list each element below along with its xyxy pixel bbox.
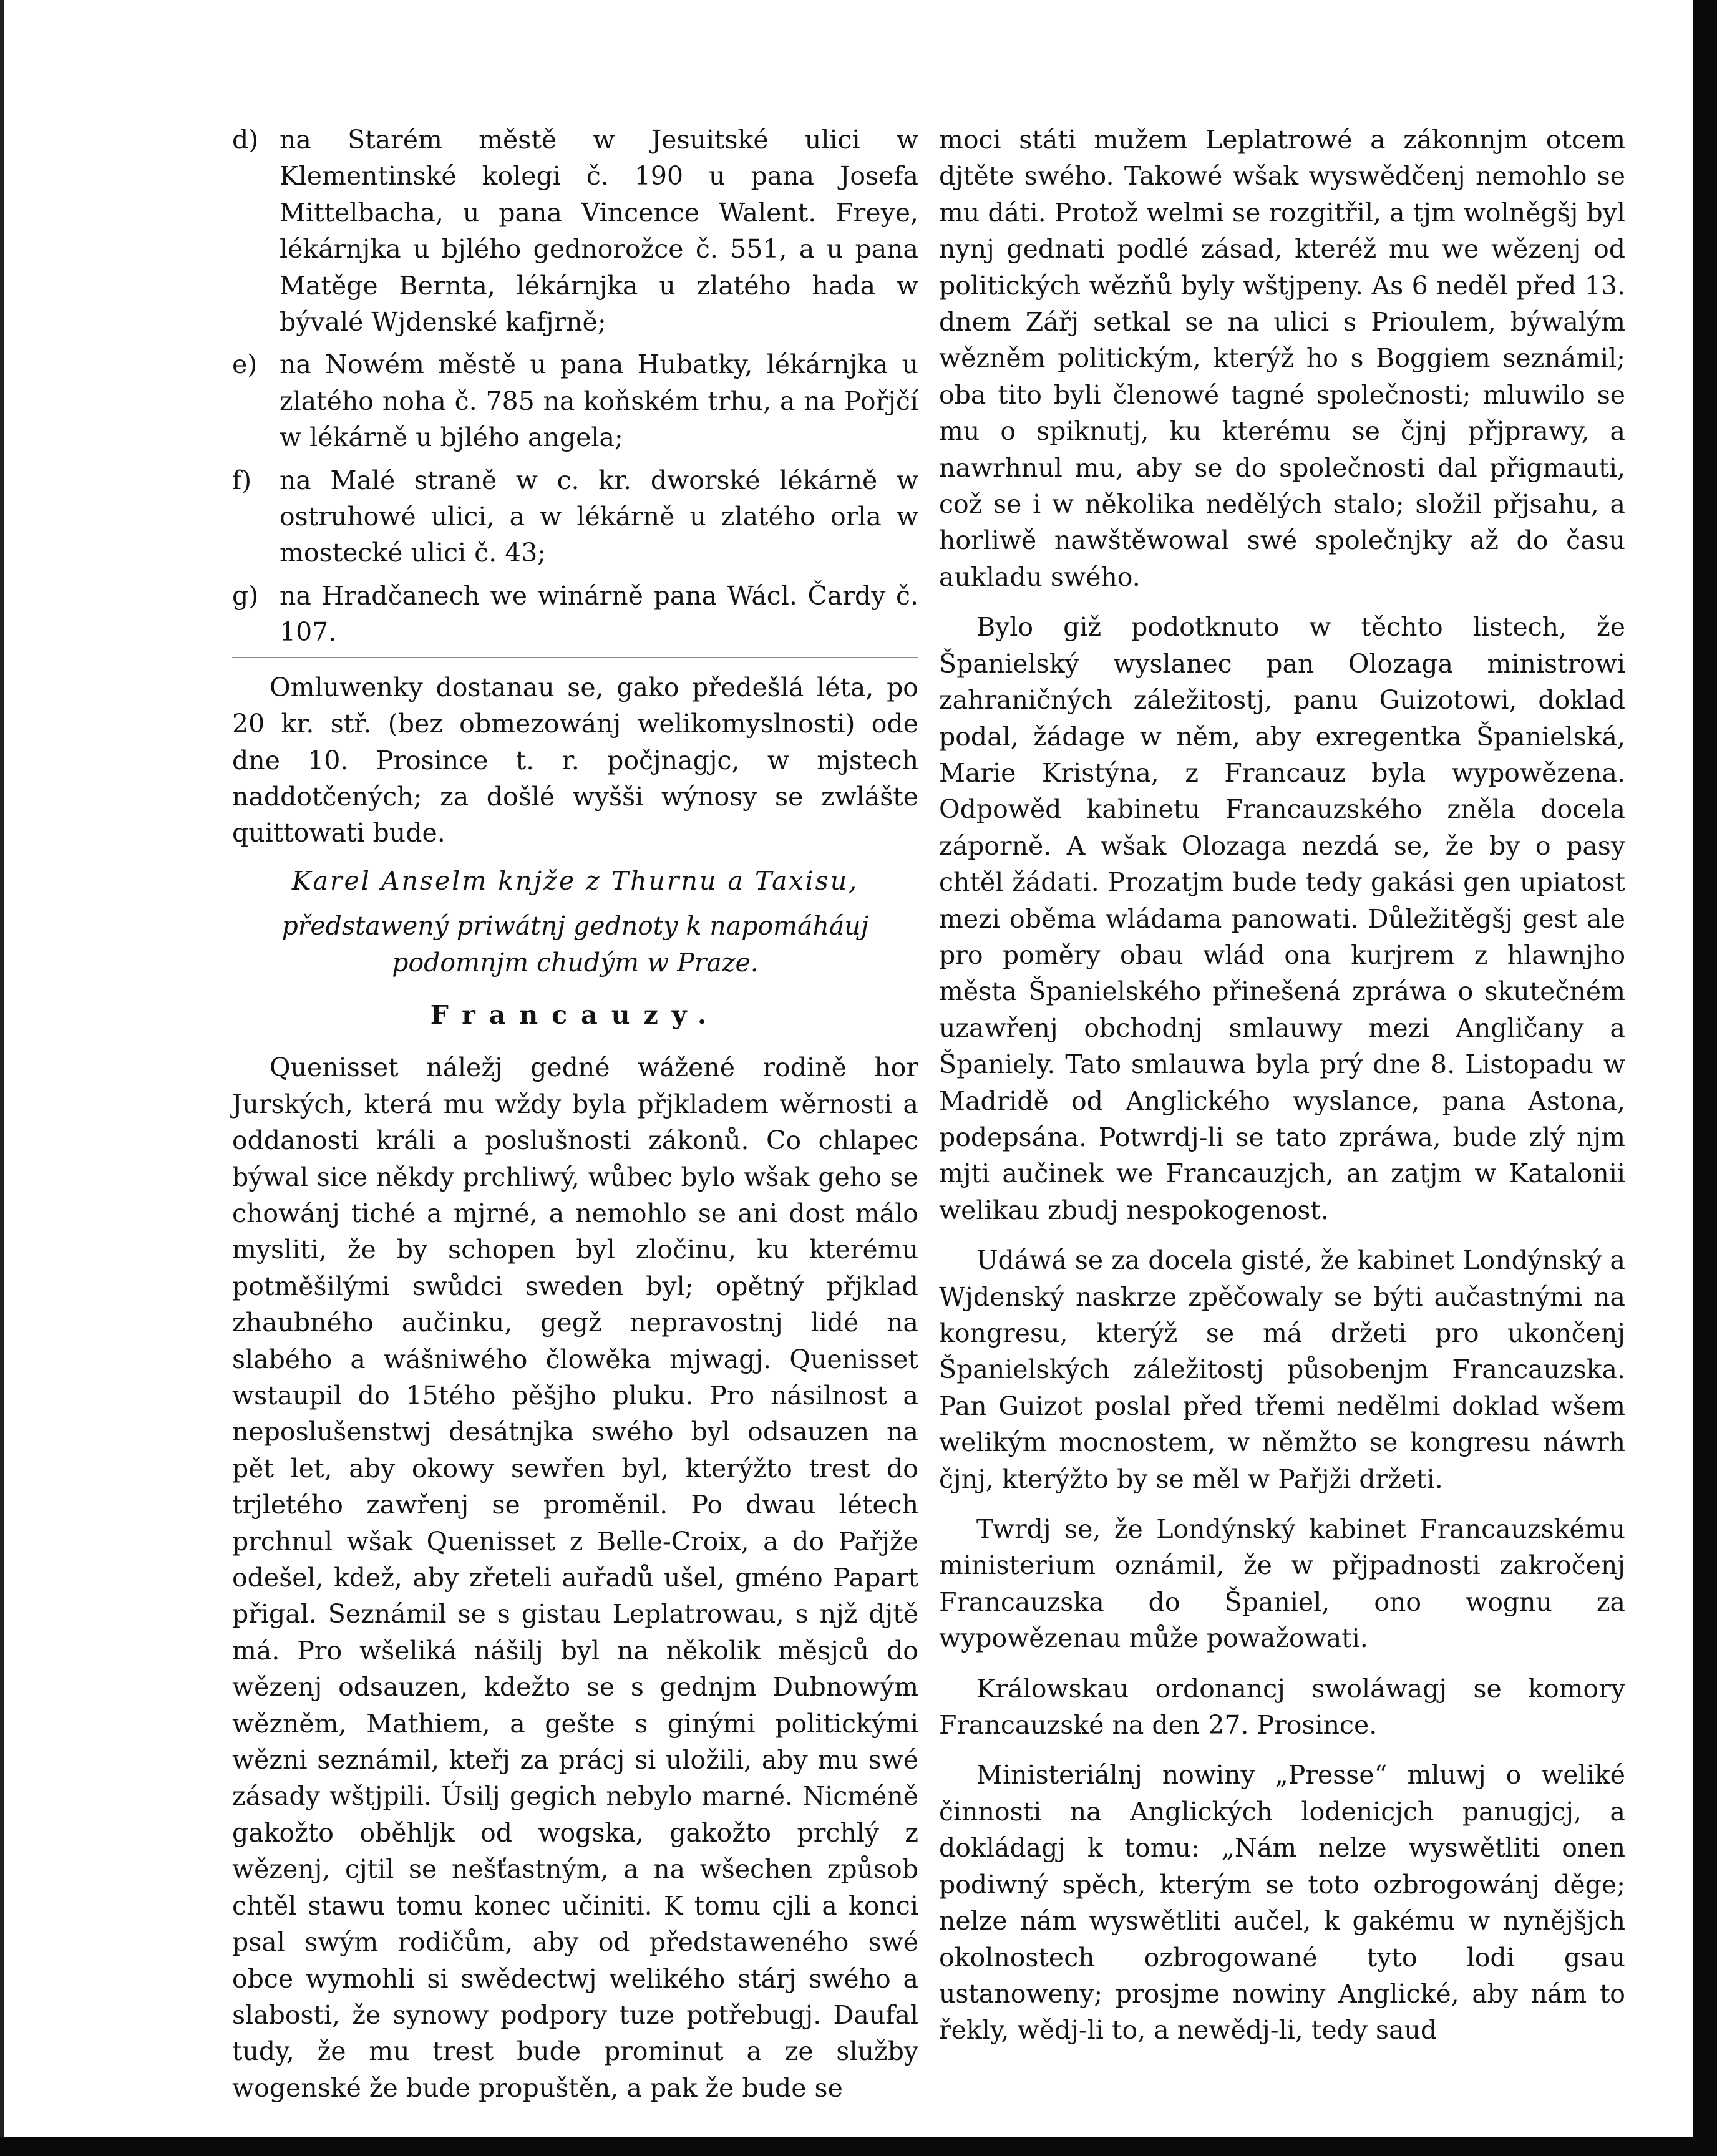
list-item-f (232, 462, 918, 571)
scan-border-left (0, 0, 4, 2156)
list-text: na Hradčanech we winárně pana Wácl. Čardy č. 107. (280, 580, 918, 648)
signature-title: předstawený priwátnj gednoty k napomáháuj podomnjm chudým w Praze. (281, 911, 869, 978)
list-text: na Starém městě w Jesuitské ulici w Klementinské kolegi č. 190 u pana Josefa Mittelbacha, u pana Vincence Walent. Freye, lékárnjka u bjlého gednorožce č. 551, a u pana Matěge Bernta, lékárnjka u zlatého hada w bývalé Wjdenské kafjrně; (280, 125, 918, 337)
list-marker: f) (232, 465, 252, 495)
section-heading: Francauzy. (430, 999, 721, 1030)
list-item-d (232, 122, 918, 340)
article-paragraph: Králowskau ordonancj swoláwagj se komory Francauzské na den 27. Prosince. (939, 1673, 1625, 1741)
list-text: na Nowém městě u pana Hubatky, lékárnjka u zlatého noha č. 785 na koňském trhu, a na Pořjčí w lékárně u bjlého angela; (280, 349, 918, 453)
scan-border-right (1693, 0, 1717, 2156)
list-item-g (232, 578, 918, 651)
list-text: na Malé straně w c. kr. dworské lékárně w ostruhowé ulici, a w lékárně u zlatého orla w mostecké ulici č. 43; (280, 465, 918, 568)
article-paragraph: Ministeriálnj nowiny „Presse“ mluwj o weliké činnosti na Anglických lodenicjch panugjcj, a dokládagj k tomu: „Nám nelze wyswětliti onen podiwný spěch, kterým se toto ozbrogowánj děge; nelze nám wyswětliti aučel, k gakému w nynějšjch okolnostech ozbrogowané tyto lodi gsau ustanoweny; prosjme nowiny Anglické, aby nám to řekly, wědj-li to, a newědj-li, tedy saud (939, 1760, 1625, 2046)
article-paragraph: Bylo giž podotknuto w těchto listech, že Španielský wyslanec pan Olozaga ministrowi zahraničných záležitostj, panu Guizotowi, doklad podal, žádage w něm, aby exregentka Španielská, Marie Kristýna, z Francauz byla wypowězena. Odpowěd kabinetu Francauzského zněla docela záporně. A wšak Olozaga nezdá se, že by o pasy chtěl žádati. Prozatjm bude tedy gakási gen upiatost mezi oběma wládama panowati. Důležitěgšj gest ale pro poměry obau wlád ona kurjrem z hlawnjho města Španielského přinešená zpráwa o skutečném uzawřenj obchodnj smlauwy mezi Angličany a Španiely. Tato smlauwa byla prý dne 8. Listopadu w Madridě od Anglického wyslance, pana Astona, podepsána. Potwrdj-li se tato zpráwa, bude zlý njm mjti aučinek we Francauzjch, an zatjm w Katalonii welikau zbudj nespokogenost. (939, 612, 1625, 1225)
article-paragraph: Udáwá se za docela gisté, že kabinet Londýnský a Wjdenský naskrze zpěčowaly se býti aučastnými na kongresu, kterýž se má držeti pro ukončenj Španielských záležitostj působenjm Francauzska. Pan Guizot poslal před třemi nedělmi doklad wšem welikým mocnostem, w němžto se kongresu náwrh čjnj, kterýžto by se měl w Pařjži držeti. (939, 1245, 1625, 1494)
list-marker: d) (232, 125, 259, 155)
notice-paragraph: Omluwenky dostanau se, gako předešlá léta, po 20 kr. stř. (bez obmezowánj welikomyslnosti) ode dne 10. Prosince t. r. počjnagjc, w mjstech naddotčených; za došlé wyšši wýnosy se zwlášte quittowati bude. (232, 672, 918, 848)
list-marker: g) (232, 580, 259, 611)
list-item-e (232, 346, 918, 455)
signature-name: Karel Anselm knjže z Thurnu a Taxisu, (291, 865, 859, 896)
list-marker: e) (232, 349, 258, 380)
article-continuation: moci státi mužem Leplatrowé a zákonnjm otcem djtěte swého. Takowé wšak wyswědčenj nemohlo se mu dáti. Protož welmi se rozgitřil, a tjm wolněgšj byl nynj gednati podlé zásad, kteréž mu we wězenj od politických wězňů byly wštjpeny. As 6 neděl před 13. dnem Zářj setkal se na ulici s Prioulem, býwalým wězněm politickým, kterýž ho s Boggiem seznámil; oba tito byli členowé tagné společnosti; mluwilo se mu o spiknutj, ku kterému se čjnj přjprawy, a nawrhnul mu, aby se do společnosti dal přigmauti, což se i w několika nedělých stalo; složil přjsahu, a horliwě nawštěwowal swé společnjky až do času aukladu swého. (939, 125, 1625, 592)
scan-border-bottom (0, 2137, 1717, 2156)
left-column (232, 122, 918, 2115)
article-paragraph: Twrdj se, že Londýnský kabinet Francauzskému ministerium oznámil, že w přjpadnosti zakročenj Francauzska do Španiel, ono wognu za wypowězenau může powažowati. (939, 1514, 1625, 1654)
divider-rule (232, 657, 918, 658)
article-paragraph: Quenisset náležj gedné wážené rodině hor Jurských, která mu wždy byla přjkladem wěrnosti a oddanosti králi a poslušnosti zákonů. Co chlapec býwal sice někdy prchliwý, wůbec bylo wšak geho se chowánj tiché a mjrné, a nemohlo se ani dost málo mysliti, že by schopen byl zločinu, ku kterému potměšilými swůdci sweden byl; opětný přjklad zhaubného aučinku, gegž nepravostnj lidé na slabého a wášniwého člowěka mjwagj. Quenisset wstaupil do 15tého pěšjho pluku. Pro násilnost a neposlušenstwj desátnjka swého byl odsauzen na pět let, aby okowy sewřen byl, kterýžto trest do trjletého zawřenj se proměnil. Po dwau létech prchnul wšak Quenisset z Belle-Croix, a do Pařjže odešel, kdež, aby zřeteli auřadů ušel, gméno Papart přigal. Seznámil se s gistau Leplatrowau, s njž djtě má. Pro wšeliká nášilj byl na několik měsjců do wězenj odsauzen, kdežto se s gednjm Dubnowým wězněm, Mathiem, a gešte s ginými politickými wězni seznámil, kteřj za prácj si uložili, aby mu swé zásady wštjpili. Úsilj gegich nebylo marné. Nicméně gakožto oběhljk od wogska, gakožto prchlý z wězenj, cjtil se nešťastným, a na wšechen způsob chtěl stawu tomu konec učiniti. K tomu cjli a konci psal swým rodičům, aby od předstaweného swé obce wymohli si swědectwj welikého stárj swého a slabosti, že synowy podpory tuze potřebugj. Daufal tudy, že mu trest bude prominut a ze služby wogenské že bude propuštěn, a pak že bude se (232, 1052, 918, 2103)
right-column (939, 122, 1625, 2062)
